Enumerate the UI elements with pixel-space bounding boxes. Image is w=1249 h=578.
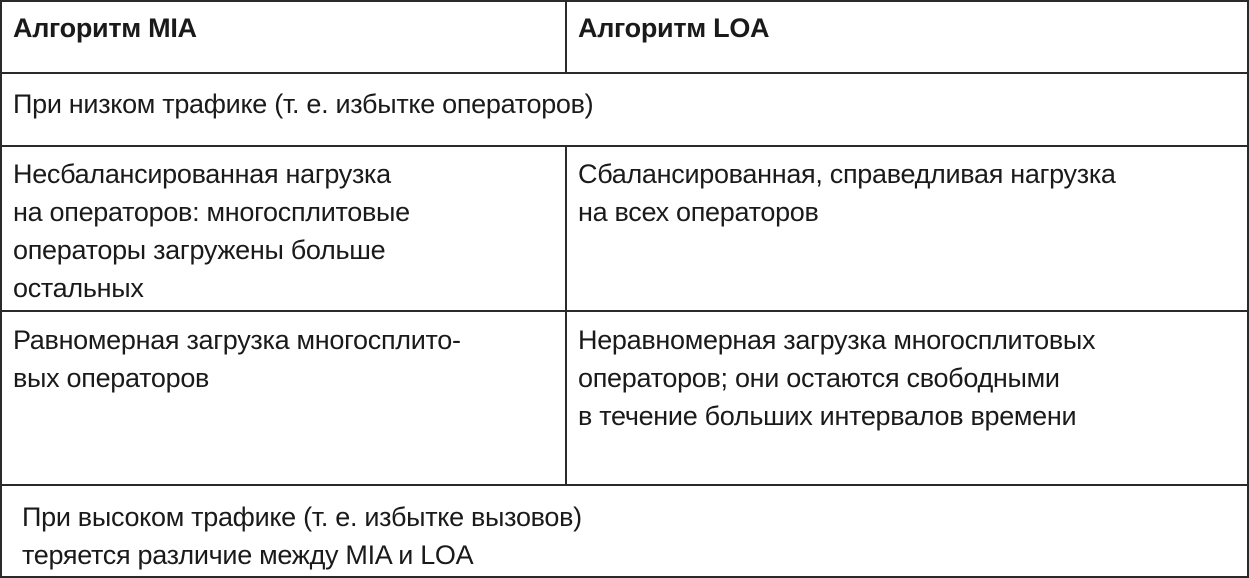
table-top-border <box>0 0 1249 2</box>
high-traffic-caption: При высоком трафике (т. е. избытке вызовов) теряется различие между MIA и LOA <box>22 502 582 570</box>
row2-bottom-border <box>0 484 1249 486</box>
header-mia: Алгоритм MIA <box>13 13 197 43</box>
low-traffic-caption: При низком трафике (т. е. избытке операторов) <box>13 89 594 119</box>
row1-mia-cell: Несбалансированная нагрузка на операторов: многосплитовые операторы загружены больше остальных <box>13 159 410 303</box>
column-divider-header <box>565 0 567 73</box>
row2-loa-cell: Неравномерная загрузка многосплитовых операторов; они остаются свободными в течение больших интервалов времени <box>578 325 1096 431</box>
row1-bottom-border <box>0 310 1249 312</box>
table-left-border <box>0 0 2 578</box>
row2-mia-cell: Равномерная загрузка многосплито- вых операторов <box>13 325 461 393</box>
header-bottom-border <box>0 72 1249 74</box>
column-divider-body <box>565 145 567 485</box>
row1-loa-cell: Сбалансированная, справедливая нагрузка на всех операторов <box>578 159 1116 227</box>
caption-bottom-border <box>0 145 1249 147</box>
header-loa: Алгоритм LOA <box>578 13 770 43</box>
